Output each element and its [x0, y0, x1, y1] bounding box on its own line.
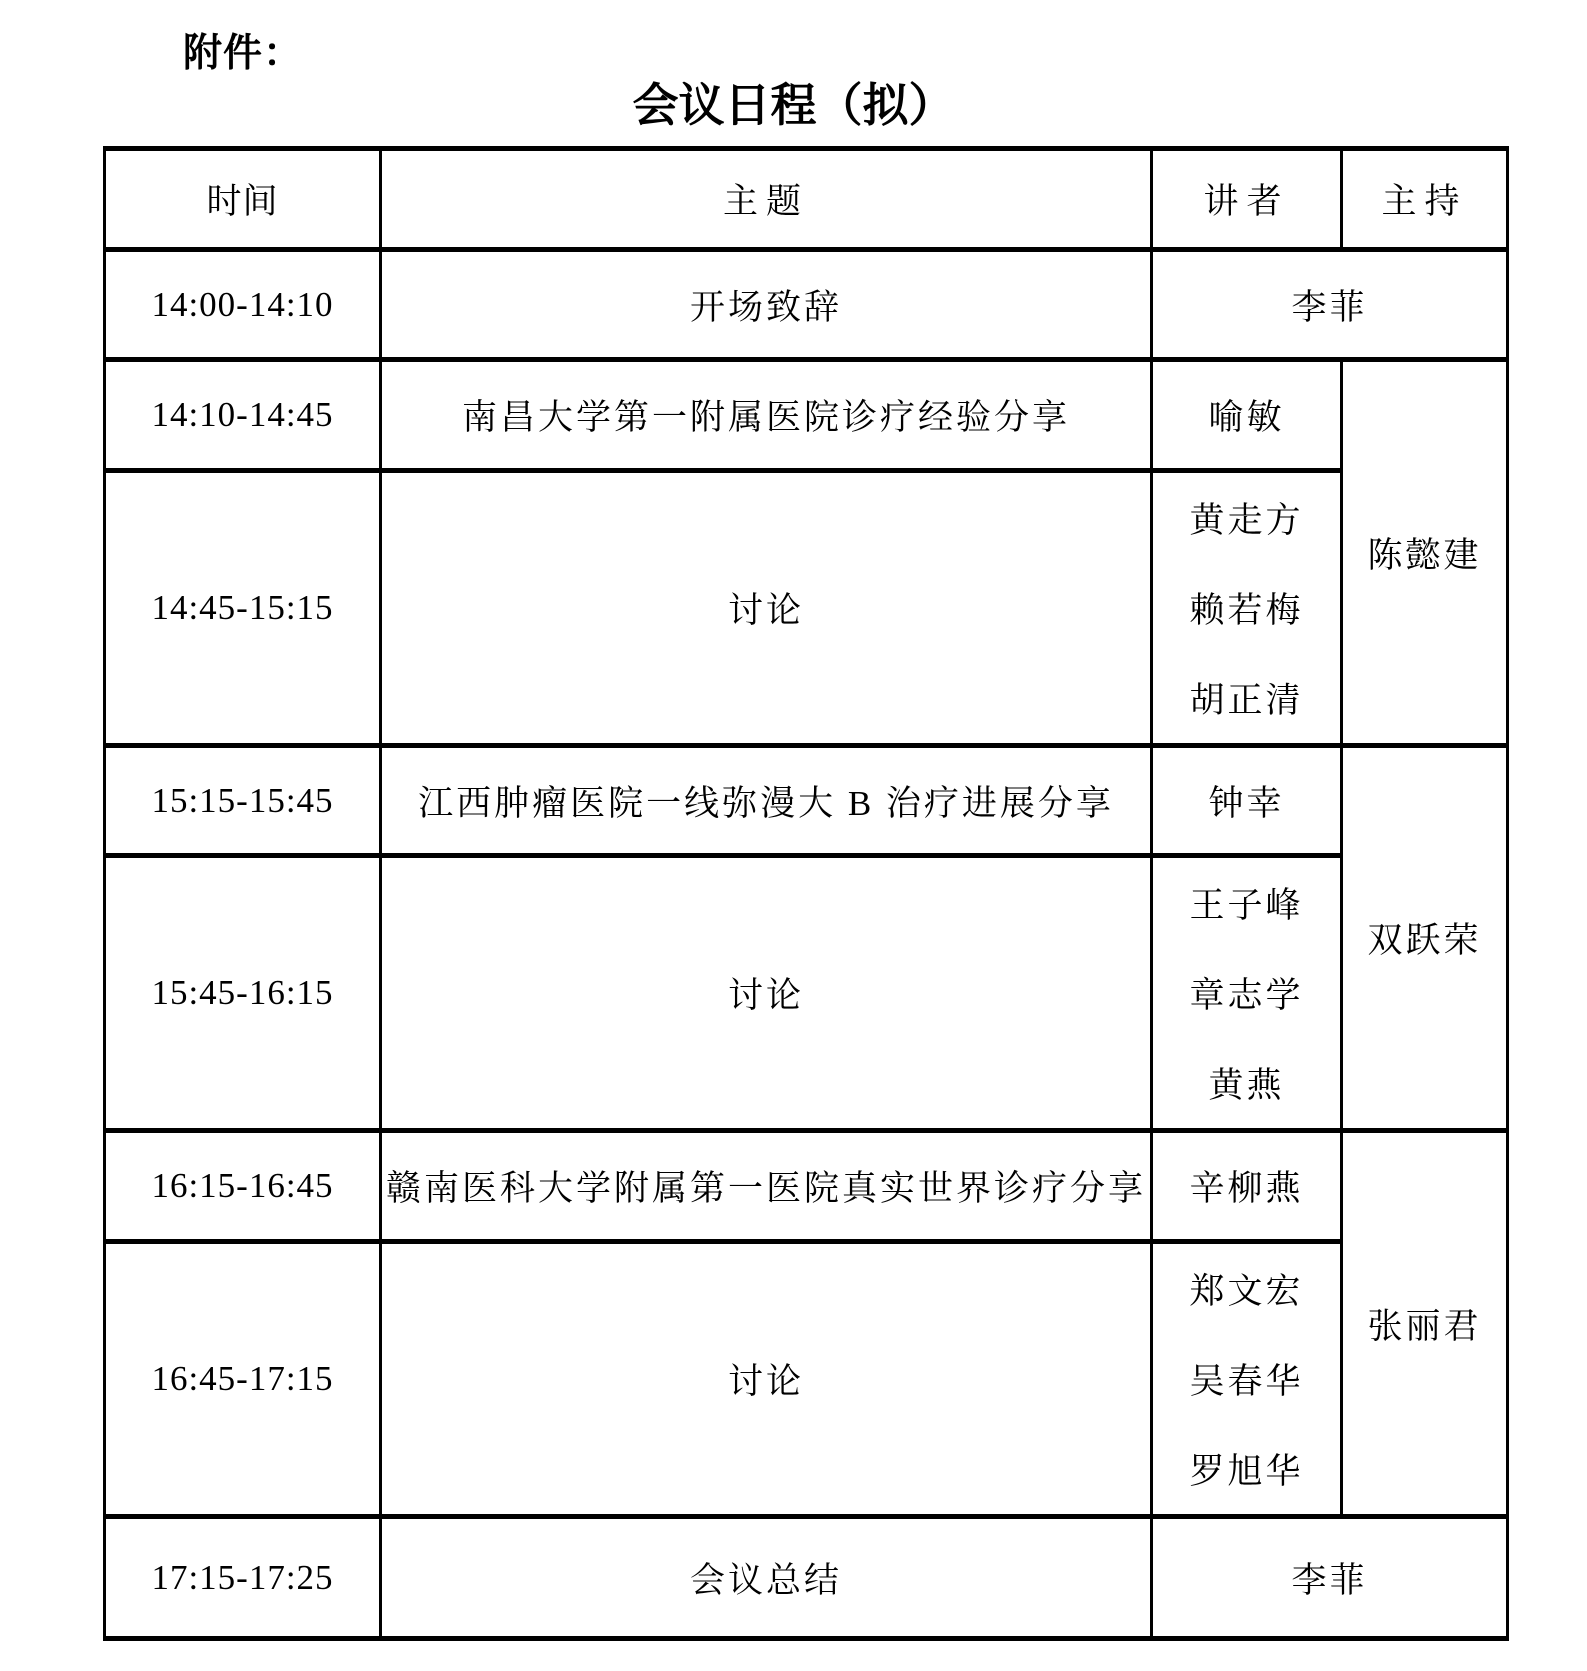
agenda-table — [103, 146, 1509, 1641]
host-cell: 张丽君 — [1342, 1131, 1508, 1517]
table-row — [105, 1242, 1508, 1517]
host-cell: 双跃荣 — [1342, 746, 1508, 1131]
header-row — [105, 149, 1508, 250]
time-cell: 14:10-14:45 — [105, 360, 381, 471]
topic-cell: 讨论 — [381, 856, 1152, 1131]
speaker-name: 吴春华 — [1189, 1362, 1304, 1401]
speaker-cell: 喻敏 — [1152, 360, 1342, 471]
header-speaker: 讲者 — [1152, 149, 1342, 250]
header-host: 主持 — [1342, 149, 1508, 250]
time-cell: 16:45-17:15 — [105, 1242, 381, 1517]
speaker-cell: 辛柳燕 — [1152, 1131, 1342, 1242]
topic-cell: 会议总结 — [381, 1517, 1152, 1639]
speaker-name: 赖若梅 — [1189, 591, 1304, 630]
time-cell: 17:15-17:25 — [105, 1517, 381, 1639]
host-cell: 陈懿建 — [1342, 360, 1508, 746]
speaker-name: 黄走方 — [1189, 501, 1304, 540]
page-title: 会议日程（拟） — [632, 79, 955, 131]
topic-cell: 江西肿瘤医院一线弥漫大 B 治疗进展分享 — [381, 746, 1152, 856]
table-row — [105, 1517, 1508, 1639]
speaker-name: 章志学 — [1189, 976, 1304, 1015]
topic-cell: 开场致辞 — [381, 250, 1152, 360]
speaker-host-cell: 李菲 — [1152, 1517, 1508, 1639]
topic-cell: 讨论 — [381, 1242, 1152, 1517]
topic-cell: 南昌大学第一附属医院诊疗经验分享 — [381, 360, 1152, 471]
header-topic: 主题 — [381, 149, 1152, 250]
speaker-host-cell: 李菲 — [1152, 250, 1508, 360]
table-row — [105, 1131, 1508, 1242]
speaker-name: 王子峰 — [1189, 886, 1304, 925]
speaker-cell: 钟幸 — [1152, 746, 1342, 856]
speaker-cell — [1152, 856, 1342, 1131]
speaker-cell — [1152, 471, 1342, 746]
speaker-name: 黄燕 — [1208, 1066, 1285, 1105]
table-row — [105, 360, 1508, 471]
time-cell: 16:15-16:45 — [105, 1131, 381, 1242]
time-cell: 15:15-15:45 — [105, 746, 381, 856]
topic-cell: 赣南医科大学附属第一医院真实世界诊疗分享 — [381, 1131, 1152, 1242]
attachment-label: 附件： — [183, 32, 304, 75]
table-row — [105, 471, 1508, 746]
time-cell: 14:45-15:15 — [105, 471, 381, 746]
time-cell: 15:45-16:15 — [105, 856, 381, 1131]
speaker-name: 罗旭华 — [1189, 1452, 1304, 1491]
table-row — [105, 250, 1508, 360]
speaker-cell — [1152, 1242, 1342, 1517]
table-row — [105, 856, 1508, 1131]
speaker-name: 胡正清 — [1189, 681, 1304, 720]
table-row — [105, 746, 1508, 856]
speaker-name: 郑文宏 — [1189, 1272, 1304, 1311]
time-cell: 14:00-14:10 — [105, 250, 381, 360]
header-time: 时间 — [105, 149, 381, 250]
topic-cell: 讨论 — [381, 471, 1152, 746]
